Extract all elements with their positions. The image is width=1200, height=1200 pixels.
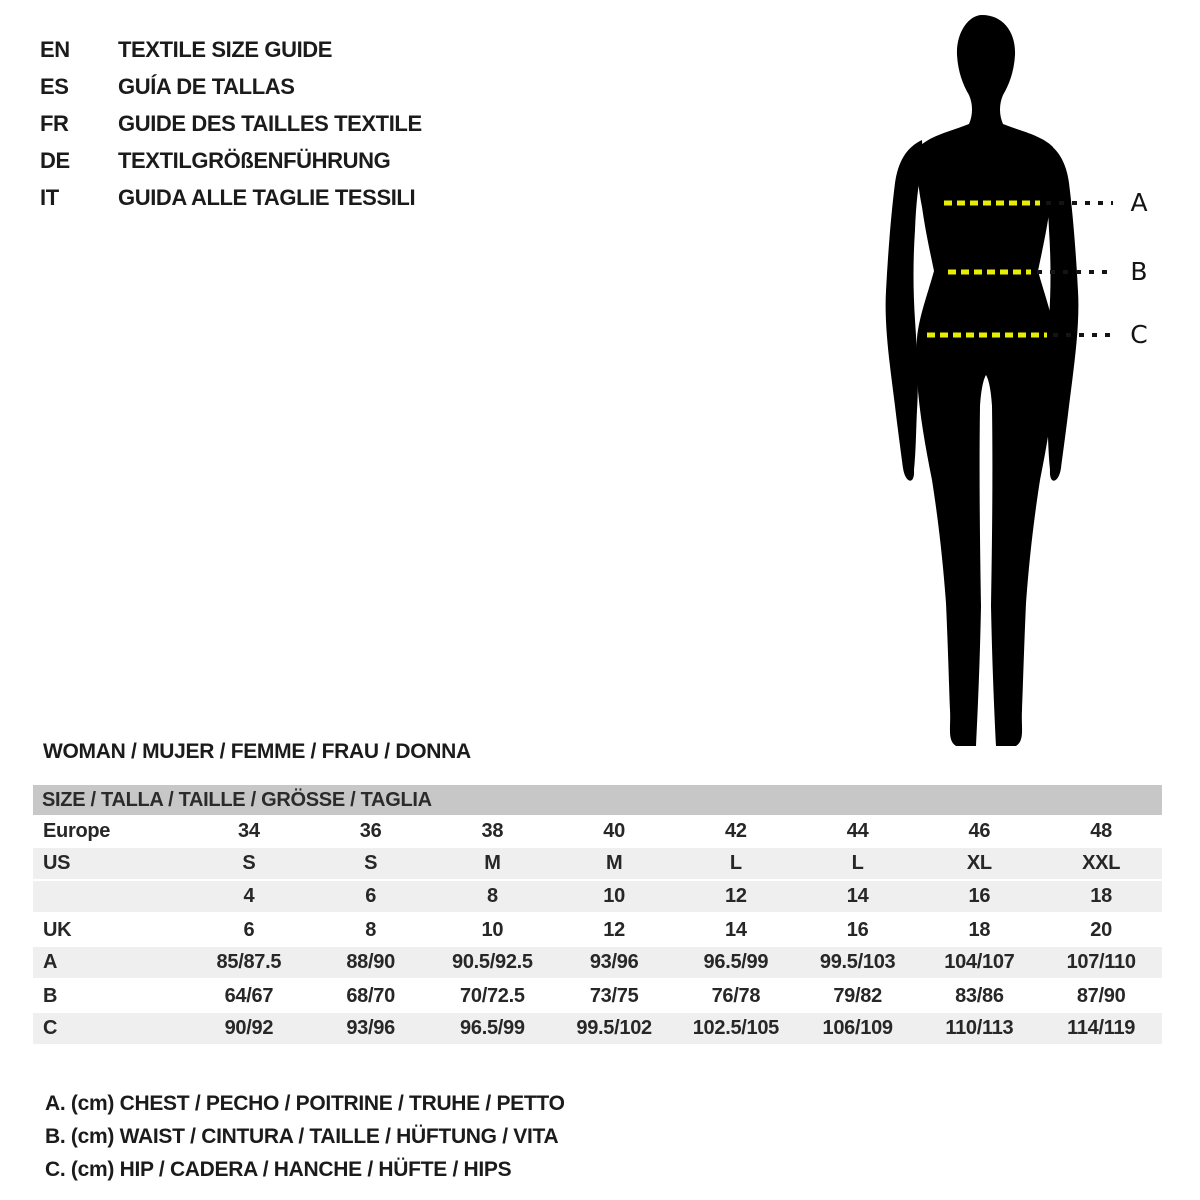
size-cell: 70/72.5	[460, 985, 525, 1007]
size-cell: 85/87.5	[216, 951, 282, 973]
size-cell: 90.5/92.5	[452, 951, 533, 973]
size-cell: 73/75	[589, 985, 639, 1007]
size-cell: 79/82	[833, 985, 882, 1007]
size-cell: 64/67	[224, 985, 274, 1007]
marker-label-hip: C	[1130, 320, 1148, 349]
legend-line-chest: A. (cm) CHEST / PECHO / POITRINE / TRUHE / PETTO	[45, 1092, 565, 1115]
size-cell: 88/90	[346, 951, 395, 973]
table-row-chest-a	[33, 947, 1162, 980]
size-cell: 10	[603, 885, 625, 907]
size-cell: 16	[968, 885, 991, 907]
size-cell: 14	[725, 919, 747, 941]
row-label: C	[43, 1017, 58, 1039]
language-code: ES	[40, 73, 69, 99]
language-title: GUÍA DE TALLAS	[118, 73, 295, 99]
size-cell: L	[851, 852, 864, 874]
size-cell: 42	[725, 820, 747, 842]
table-row-uk	[33, 914, 1162, 947]
row-label: US	[43, 852, 71, 874]
woman-silhouette	[870, 5, 1190, 755]
size-cell: XXL	[1082, 852, 1121, 874]
language-row-it	[40, 179, 422, 216]
size-cell: 38	[481, 820, 504, 842]
table-row-waist-b	[33, 980, 1162, 1013]
size-table-header: SIZE / TALLA / TAILLE / GRÖSSE / TAGLIA	[33, 785, 1162, 815]
silhouette-body	[916, 15, 1055, 746]
size-cell: 46	[968, 820, 991, 842]
language-title-list	[40, 31, 422, 216]
size-cell: 104/107	[944, 951, 1015, 973]
size-cell: 48	[1090, 820, 1112, 842]
size-cell: 93/96	[589, 951, 639, 973]
size-cell: 102.5/105	[692, 1017, 780, 1039]
size-cell: 83/86	[955, 985, 1004, 1007]
marker-label-waist: B	[1130, 257, 1148, 286]
size-cell: 34	[238, 820, 260, 842]
size-cell: 16	[846, 919, 869, 941]
size-cell: 44	[846, 820, 869, 842]
size-table	[33, 785, 1162, 1046]
silhouette-left-arm	[886, 140, 923, 481]
language-row-de	[40, 142, 422, 179]
size-cell: 93/96	[346, 1017, 395, 1039]
row-label: UK	[43, 919, 72, 941]
language-title: TEXTILE SIZE GUIDE	[118, 36, 333, 62]
size-cell: M	[605, 852, 623, 874]
size-cell: 10	[481, 919, 504, 941]
size-cell: 90/92	[224, 1017, 274, 1039]
size-cell: 14	[846, 885, 869, 907]
language-code: DE	[40, 147, 70, 173]
size-cell: 8	[486, 885, 498, 907]
size-cell: 110/113	[945, 1017, 1014, 1039]
size-cell: S	[364, 852, 378, 874]
size-cell: 12	[725, 885, 747, 907]
table-row-us-numeric	[33, 881, 1162, 914]
size-cell: 99.5/103	[819, 951, 896, 973]
size-cell: 8	[365, 919, 377, 941]
size-cell: 96.5/99	[703, 951, 769, 973]
legend-line-hip: C. (cm) HIP / CADERA / HANCHE / HÜFTE / HIPS	[45, 1158, 512, 1181]
measurement-legend	[45, 1087, 565, 1186]
language-title: GUIDE DES TAILLES TEXTILE	[118, 110, 422, 136]
size-cell: 107/110	[1066, 951, 1136, 973]
size-cell: 87/90	[1076, 985, 1126, 1007]
row-label: A	[43, 951, 58, 973]
language-title: TEXTILGRÖßENFÜHRUNG	[118, 147, 391, 173]
language-code: EN	[40, 36, 70, 62]
size-cell: 4	[243, 885, 255, 907]
language-title: GUIDA ALLE TAGLIE TESSILI	[118, 184, 416, 210]
language-row-fr	[40, 105, 422, 142]
table-row-europe	[33, 815, 1162, 848]
size-cell: 106/109	[822, 1017, 893, 1039]
legend-line-waist: B. (cm) WAIST / CINTURA / TAILLE / HÜFTUNG / VITA	[45, 1125, 559, 1148]
size-cell: XL	[966, 852, 992, 874]
language-code: IT	[40, 184, 59, 210]
size-cell: 18	[1090, 885, 1112, 907]
size-cell: 6	[243, 919, 255, 941]
size-cell: 68/70	[346, 985, 395, 1007]
size-cell: 36	[359, 820, 382, 842]
language-row-es	[40, 68, 422, 105]
size-cell: 40	[603, 820, 625, 842]
language-row-en	[40, 31, 422, 68]
table-row-us	[33, 848, 1162, 881]
size-cell: 18	[968, 919, 991, 941]
size-cell: 6	[365, 885, 377, 907]
row-label: B	[43, 985, 58, 1007]
size-cell: 76/78	[711, 985, 761, 1007]
size-cell: 114/119	[1067, 1017, 1136, 1039]
section-title: WOMAN / MUJER / FEMME / FRAU / DONNA	[43, 740, 471, 763]
marker-label-chest: A	[1130, 188, 1148, 217]
size-cell: S	[242, 852, 256, 874]
size-cell: L	[729, 852, 742, 874]
size-cell: M	[484, 852, 501, 874]
size-cell: 96.5/99	[460, 1017, 525, 1039]
language-code: FR	[40, 110, 69, 136]
size-cell: 99.5/102	[576, 1017, 652, 1039]
table-row-hip-c	[33, 1013, 1162, 1046]
row-label: Europe	[43, 820, 111, 842]
size-cell: 12	[603, 919, 625, 941]
size-cell: 20	[1090, 919, 1112, 941]
